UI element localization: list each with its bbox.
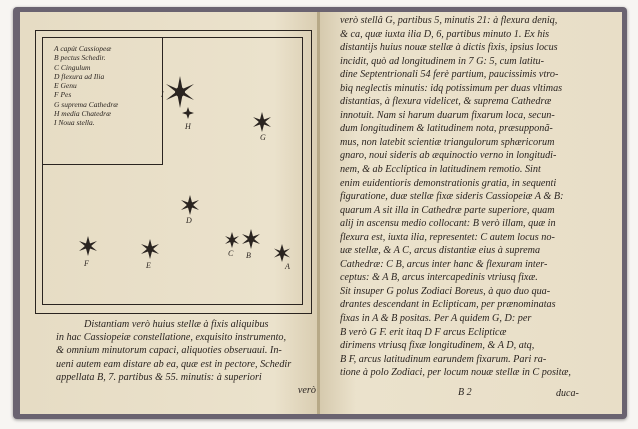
star-label-a: A <box>285 262 290 271</box>
star-label-b: B <box>246 251 251 260</box>
right-page-text <box>340 14 608 380</box>
text-line: verò stellâ G, partibus 5, minutis 21: à flexura deniq, <box>340 15 558 26</box>
star-label-f: F <box>84 259 89 268</box>
left-page-text <box>56 318 318 397</box>
star-i-nova <box>166 76 194 108</box>
legend-item-c: C Cingulum <box>54 62 91 72</box>
right-page <box>320 12 622 414</box>
catchword-left: verò <box>297 385 316 397</box>
star-b <box>242 229 260 249</box>
star-e <box>141 239 159 259</box>
text-line: dirimens vtriusq fixæ longitudinem, & A D, atq, <box>340 340 535 352</box>
legend-item-e: E Genu <box>54 81 77 91</box>
star-c <box>225 232 239 248</box>
star-label-c: C <box>228 249 234 258</box>
legend-item-i: I Noua stella. <box>54 118 95 128</box>
text-line: Distantiam verò huius stellæ à fixis aliquibus <box>84 319 269 330</box>
text-line: appellata B, 7. partibus & 55. minutis: à superiori <box>56 371 262 383</box>
star-label-e: E <box>146 261 151 270</box>
star-f <box>79 236 97 256</box>
star-g <box>253 112 271 132</box>
cassiopeia-star-map <box>20 12 319 312</box>
legend-item-d: D flexura ad Ilia <box>54 71 105 81</box>
text-line: B F, arcus latitudinum earundem fixarum. Pari ra- <box>340 353 547 365</box>
text-line: uæ stellæ, & A C, arcus distantiæ eius à suprema <box>340 245 541 257</box>
text-line: ueni autem eam distare ab ea, quæ est in pectore, Schedir <box>56 358 292 370</box>
text-line: & ca, quæ iuxta ilia D, 6, partibus minuto 1. Ex his <box>340 28 550 40</box>
text-line: Sit insuper G polus Zodiaci Boreus, à quo duo qua- <box>340 285 551 297</box>
text-line: gnaro, noui sideris ab æquinoctio verno in longitudi- <box>340 150 557 162</box>
text-line: ceptus: & A B, arcus intercapedinis vtriusq fixæ. <box>340 272 538 284</box>
legend-item-a: A capút Cassiopeæ <box>54 44 112 53</box>
star-label-d: D <box>186 216 192 225</box>
star-label-h: H <box>185 122 191 131</box>
star-d <box>181 195 199 215</box>
text-line: drantes descendant in Eclipticam, per prænominatas <box>340 299 556 311</box>
text-line: in hac Cassiopeiæ constellatione, exquisito instrumento, <box>56 332 287 344</box>
catchword-right: duca- <box>556 388 579 399</box>
legend-item-b: B pectus Schedir. <box>54 53 106 63</box>
text-line: incidit, quò ad longitudinem in 7 G: 5, cum latitu- <box>340 55 545 67</box>
text-line: enim euidentioris demonstrationis gratia, in sequenti <box>340 177 557 189</box>
star-h <box>182 107 194 119</box>
left-page <box>20 12 319 414</box>
star-a <box>274 244 290 262</box>
legend-item-h: H media Chatedræ <box>54 109 112 119</box>
text-line: dine Septentrionali 54 ferè partium, paucissimis vtro- <box>340 69 559 81</box>
legend-item-f: F Pes <box>54 90 72 100</box>
legend-item-g: G suprema Cathedræ <box>54 99 119 109</box>
text-line: quarum A sit illa in Cathedræ parte superiore, quam <box>340 204 555 216</box>
text-line: mus, non latebit scientiæ triangulorum sphæricorum <box>340 136 555 148</box>
text-line: figuratione, duæ stellæ fixæ sideris Cassiopeiæ A & B: <box>340 191 564 203</box>
text-line: Cathedræ: C B, arcus inter hanc & flexuram inter- <box>340 258 548 270</box>
star-label-g: G <box>260 133 266 142</box>
text-line: alij in ascensu medio collocant: B verò illam, quæ in <box>340 218 556 230</box>
text-line: B verò G F. erit itaq D F arcus Eclipticæ <box>340 326 507 338</box>
text-line: fixas in A & B positas. Per A quidem G, D: per <box>340 313 532 325</box>
star-label-i: I <box>161 90 164 99</box>
signature-mark: B 2 <box>458 387 472 398</box>
text-line: nem, & ab Ecclíptica in latitudinem remotio. Sint <box>340 164 541 176</box>
text-line: bìq neglectis minutis: idq potissimum per duas vltimas <box>340 82 563 94</box>
text-line: & omnium minutorum capaci, aliquoties obseruaui. In- <box>56 345 282 357</box>
text-line: innotuit. Nam si harum duarum fixarum loca, secun- <box>340 109 555 121</box>
text-line: tione à polo Zodiaci, per locum nouæ stellæ in C positæ, <box>340 367 571 379</box>
text-line: distantias, à flexura videlicet, & suprema Cathedræ <box>340 96 552 108</box>
text-line: flexura est, iuxta ilia, representet: C autem locus no- <box>340 231 555 243</box>
text-line: dum longitudinem & latitudinem nota, præsupponã- <box>340 123 553 135</box>
text-line: distantijs huius nouæ stellæ à dictis fixis, ipsius locus <box>340 42 558 54</box>
